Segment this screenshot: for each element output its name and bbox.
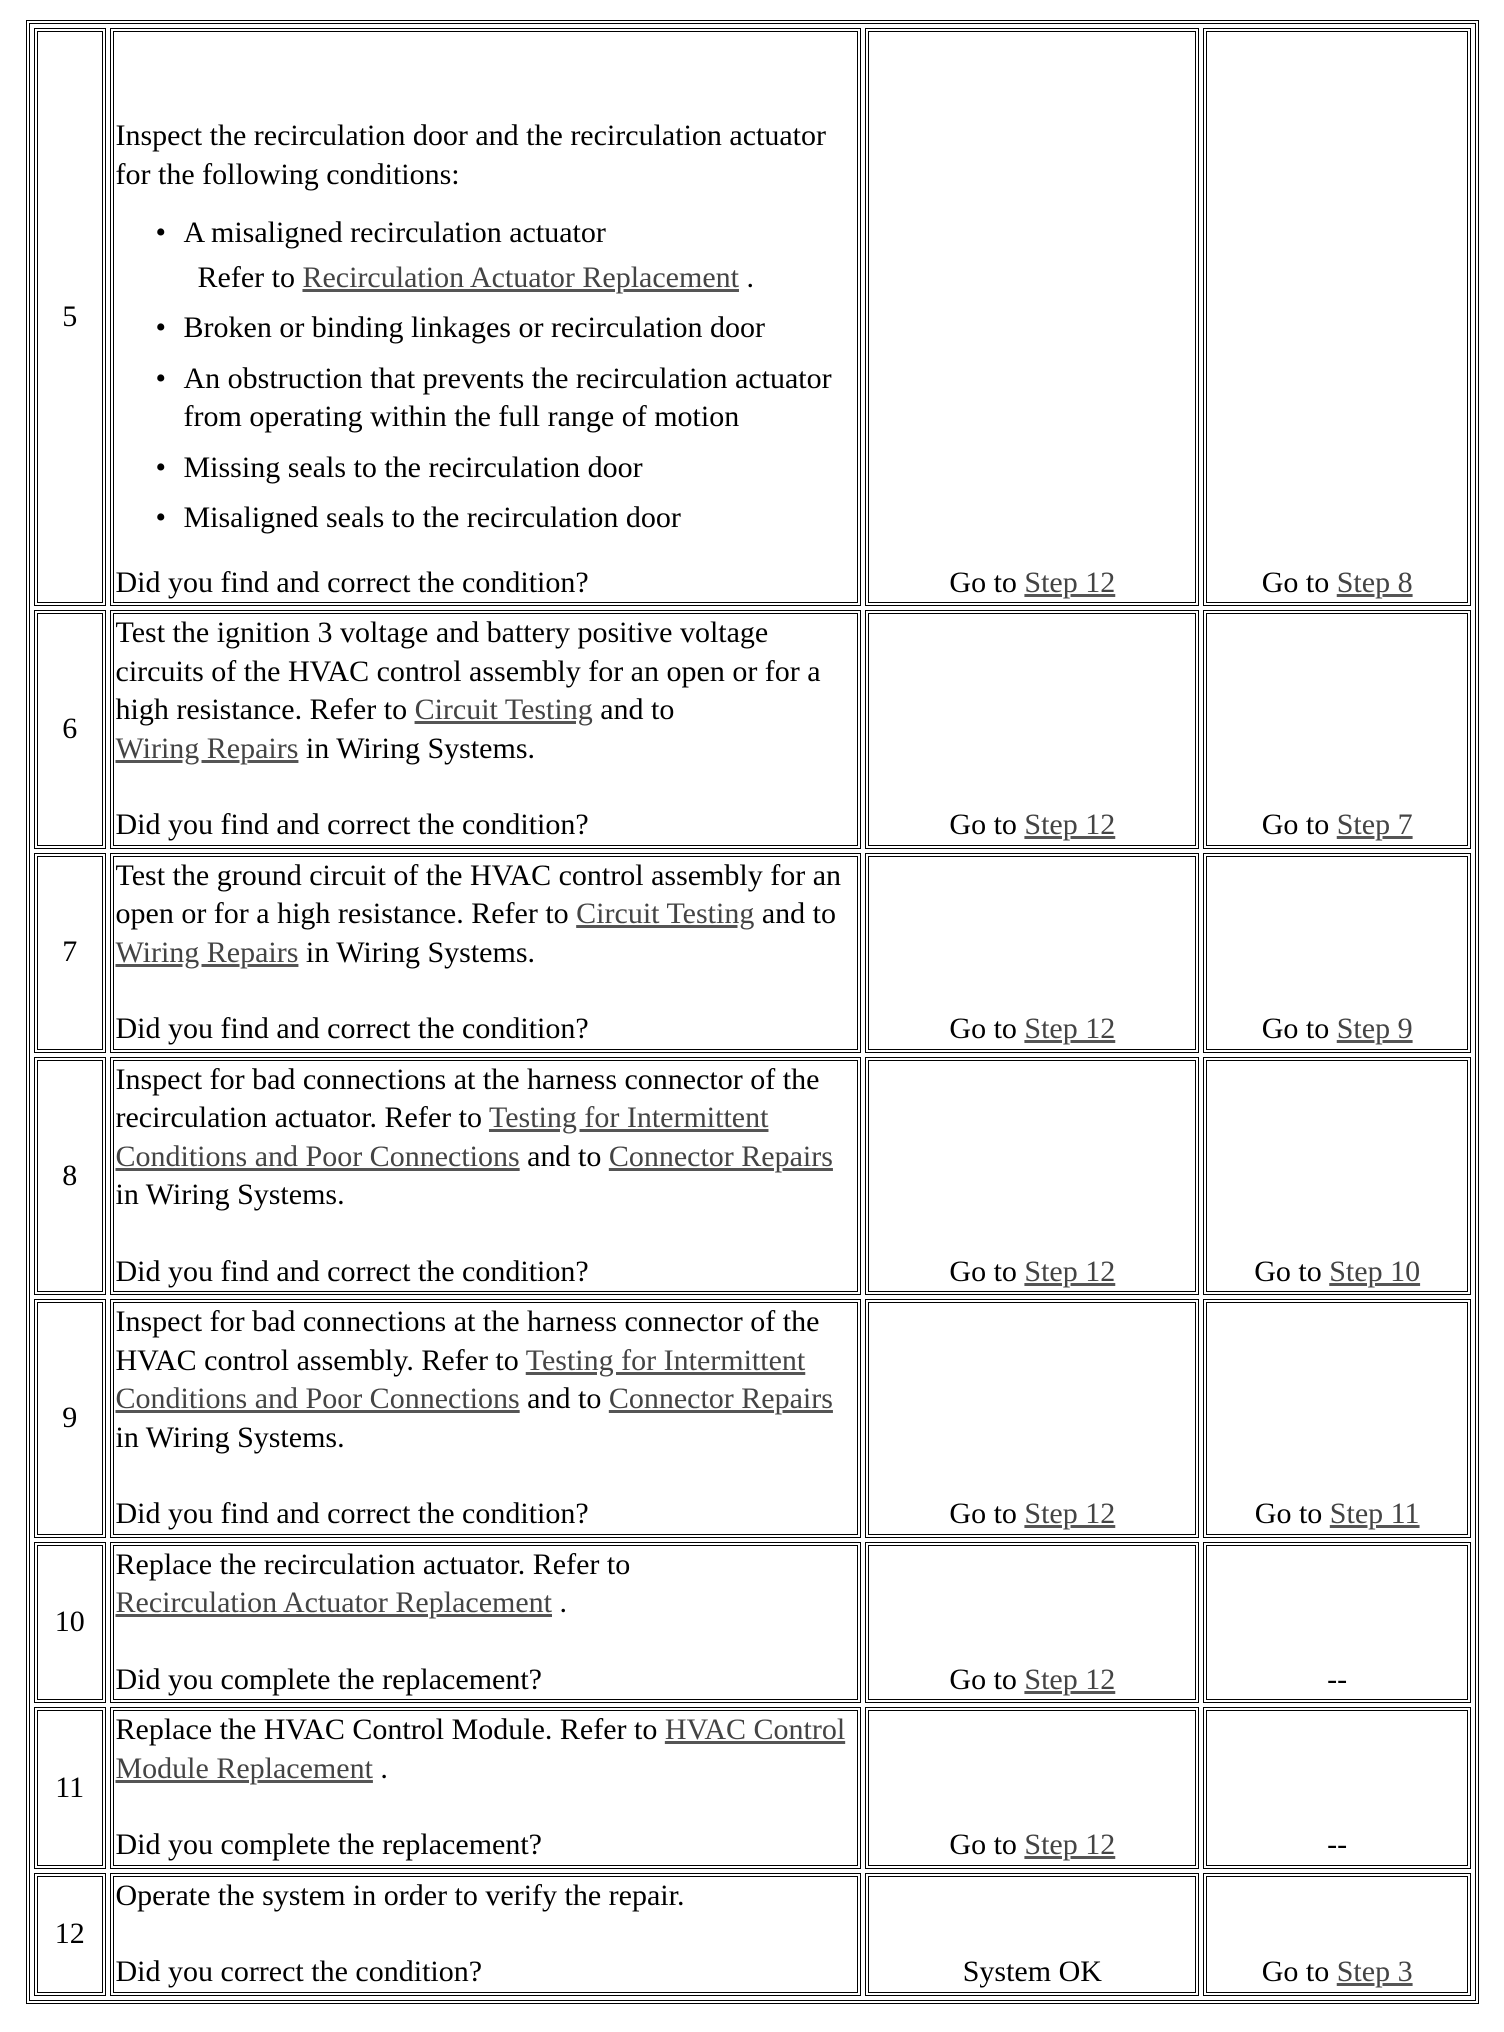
action-text-part: Replace the HVAC Control Module. Refer to — [115, 1713, 658, 1746]
no-cell — [1203, 610, 1471, 849]
link-wiring-repairs[interactable]: Wiring Repairs — [115, 935, 299, 969]
link-recirculation-actuator-replacement[interactable]: Recirculation Actuator Replacement — [115, 1586, 552, 1619]
no-step-link[interactable]: Step 10 — [1329, 1254, 1421, 1288]
yes-step-link[interactable]: Step 12 — [1024, 1012, 1116, 1045]
yes-step-link[interactable]: Step 12 — [1024, 808, 1116, 841]
yes-cell — [865, 853, 1199, 1053]
question-text: Did you correct the condition? — [115, 1955, 483, 1988]
yes-prefix: Go to — [949, 1662, 1017, 1696]
yes-cell — [865, 1299, 1199, 1538]
no-cell: -- — [1203, 1707, 1471, 1869]
action-text-part: in Wiring Systems. — [305, 731, 536, 765]
no-prefix: Go to — [1254, 1497, 1323, 1530]
action-text-part: . — [380, 1751, 388, 1785]
no-step-link[interactable]: Step 3 — [1336, 1955, 1413, 1988]
action-cell — [110, 28, 862, 606]
table-row — [34, 1057, 1471, 1296]
link-connector-repairs[interactable]: Connector Repairs — [608, 1382, 833, 1415]
no-prefix: Go to — [1261, 565, 1330, 599]
diagnostic-table-wrapper — [26, 20, 1479, 2004]
yes-cell — [865, 28, 1199, 606]
action-text-part: and to — [600, 693, 675, 726]
diagnostic-table — [26, 20, 1479, 2004]
list-item — [184, 214, 856, 297]
step-number: 5 — [34, 28, 106, 606]
step-number: 11 — [34, 1707, 106, 1869]
action-cell — [110, 1707, 862, 1869]
question-text: Did you complete the replacement? — [115, 1828, 542, 1861]
condition-text: Broken or binding linkages or recirculation door — [183, 311, 766, 344]
action-text: Operate the system in order to verify the repair. — [115, 1878, 685, 1912]
action-text-part: Test the ignition 3 voltage and battery positive voltage circuits of the HVAC control assembly for an open or for a high resistance. Refer to — [115, 616, 821, 726]
yes-prefix: Go to — [949, 565, 1017, 599]
action-text-part: and to — [761, 897, 836, 930]
no-cell: -- — [1203, 1542, 1471, 1704]
yes-prefix: Go to — [949, 1497, 1017, 1530]
no-cell — [1203, 1299, 1471, 1538]
yes-prefix: Go to — [949, 808, 1017, 841]
step-number: 10 — [34, 1542, 106, 1704]
link-recirculation-actuator-replacement[interactable]: Recirculation Actuator Replacement — [302, 260, 739, 294]
action-cell — [110, 853, 862, 1053]
yes-step-link[interactable]: Step 12 — [1024, 1828, 1116, 1861]
no-step-link[interactable]: Step 7 — [1336, 808, 1413, 841]
yes-step-link[interactable]: Step 12 — [1024, 1662, 1116, 1696]
link-connector-repairs[interactable]: Connector Repairs — [608, 1139, 833, 1173]
condition-text: A misaligned recirculation actuator — [183, 216, 606, 249]
question-text: Did you find and correct the condition? — [115, 808, 589, 841]
action-cell — [110, 1299, 862, 1538]
action-cell — [110, 610, 862, 849]
action-text-part: Inspect for bad connections at the harness connector of the HVAC control assembly. Refer to — [115, 1305, 820, 1377]
condition-text: An obstruction that prevents the recirculation actuator from operating within the full range of motion — [183, 361, 832, 433]
link-circuit-testing[interactable]: Circuit Testing — [414, 693, 593, 726]
link-hvac-control-module-replacement[interactable]: HVAC Control Module Replacement — [115, 1713, 846, 1785]
yes-cell — [865, 610, 1199, 849]
action-text — [116, 1303, 856, 1457]
condition-list — [116, 214, 856, 538]
no-prefix: Go to — [1261, 1955, 1330, 1988]
yes-step-link[interactable]: Step 12 — [1024, 1497, 1116, 1530]
link-testing-intermittent-conditions[interactable]: Testing for Intermittent Conditions and Poor Connections — [115, 1343, 806, 1415]
no-cell — [1203, 28, 1471, 606]
step-number: 12 — [34, 1873, 106, 1996]
yes-step-link[interactable]: Step 12 — [1024, 1254, 1116, 1288]
no-cell — [1203, 1873, 1471, 1996]
action-text: Inspect the recirculation door and the recirculation actuator for the following conditions: — [115, 119, 827, 191]
action-cell — [110, 1057, 862, 1296]
list-item — [184, 499, 856, 538]
question-text: Did you find and correct the condition? — [115, 1012, 589, 1045]
table-row — [34, 28, 1471, 606]
no-cell — [1203, 1057, 1471, 1296]
list-item — [184, 449, 856, 488]
action-text — [116, 1711, 856, 1788]
step-number: 9 — [34, 1299, 106, 1538]
table-row — [34, 853, 1471, 1053]
condition-text: Missing seals to the recirculation door — [183, 450, 643, 484]
yes-cell — [865, 1057, 1199, 1296]
action-text-part: in Wiring Systems. — [115, 1420, 345, 1454]
action-text — [116, 1061, 856, 1215]
no-step-link[interactable]: Step 11 — [1329, 1497, 1420, 1530]
action-text-part: Test the ground circuit of the HVAC control assembly for an open or for a high resistance. Refer to — [115, 858, 842, 930]
yes-prefix: Go to — [949, 1254, 1017, 1288]
action-text — [116, 614, 856, 768]
action-text-part: . — [559, 1586, 567, 1619]
yes-cell — [865, 1707, 1199, 1869]
action-text-part: Replace the recirculation actuator. Refer to — [115, 1547, 631, 1581]
refer-prefix: Refer to — [197, 260, 295, 294]
table-row — [34, 1542, 1471, 1704]
question-text: Did you find and correct the condition? — [115, 1497, 589, 1530]
yes-cell — [865, 1542, 1199, 1704]
action-text — [116, 857, 856, 973]
condition-text: Misaligned seals to the recirculation door — [183, 501, 681, 534]
refer-suffix: . — [746, 260, 754, 294]
action-text-part: Inspect for bad connections at the harness connector of the recirculation actuator. Refer to — [115, 1062, 820, 1134]
link-wiring-repairs[interactable]: Wiring Repairs — [115, 731, 299, 765]
yes-cell: System OK — [865, 1873, 1199, 1996]
step-number: 7 — [34, 853, 106, 1053]
no-prefix: Go to — [1261, 1012, 1330, 1045]
yes-step-link[interactable]: Step 12 — [1024, 565, 1116, 599]
yes-prefix: Go to — [949, 1828, 1017, 1861]
action-text-part: in Wiring Systems. — [305, 935, 536, 969]
link-circuit-testing[interactable]: Circuit Testing — [576, 897, 755, 930]
no-prefix: Go to — [1261, 808, 1330, 841]
step-number: 8 — [34, 1057, 106, 1296]
table-row — [34, 1299, 1471, 1538]
action-text-part: and to — [527, 1139, 602, 1173]
action-cell — [110, 1873, 862, 1996]
question-text: Did you find and correct the condition? — [115, 565, 589, 599]
refer-line — [184, 259, 856, 298]
link-testing-intermittent-conditions[interactable]: Testing for Intermittent Conditions and Poor Connections — [115, 1101, 769, 1173]
action-text-part: in Wiring Systems. — [115, 1178, 345, 1211]
yes-prefix: Go to — [949, 1012, 1017, 1045]
step-number: 6 — [34, 610, 106, 849]
question-text: Did you complete the replacement? — [115, 1662, 542, 1696]
no-prefix: Go to — [1254, 1254, 1322, 1288]
no-step-link[interactable]: Step 8 — [1336, 565, 1413, 599]
table-row — [34, 1873, 1471, 1996]
table-row — [34, 1707, 1471, 1869]
no-step-link[interactable]: Step 9 — [1336, 1012, 1413, 1045]
action-text-part: and to — [527, 1382, 602, 1415]
table-row — [34, 610, 1471, 849]
no-cell — [1203, 853, 1471, 1053]
action-text — [116, 1546, 856, 1623]
question-text: Did you find and correct the condition? — [115, 1254, 589, 1288]
action-cell — [110, 1542, 862, 1704]
list-item — [184, 309, 856, 348]
list-item — [184, 360, 856, 437]
